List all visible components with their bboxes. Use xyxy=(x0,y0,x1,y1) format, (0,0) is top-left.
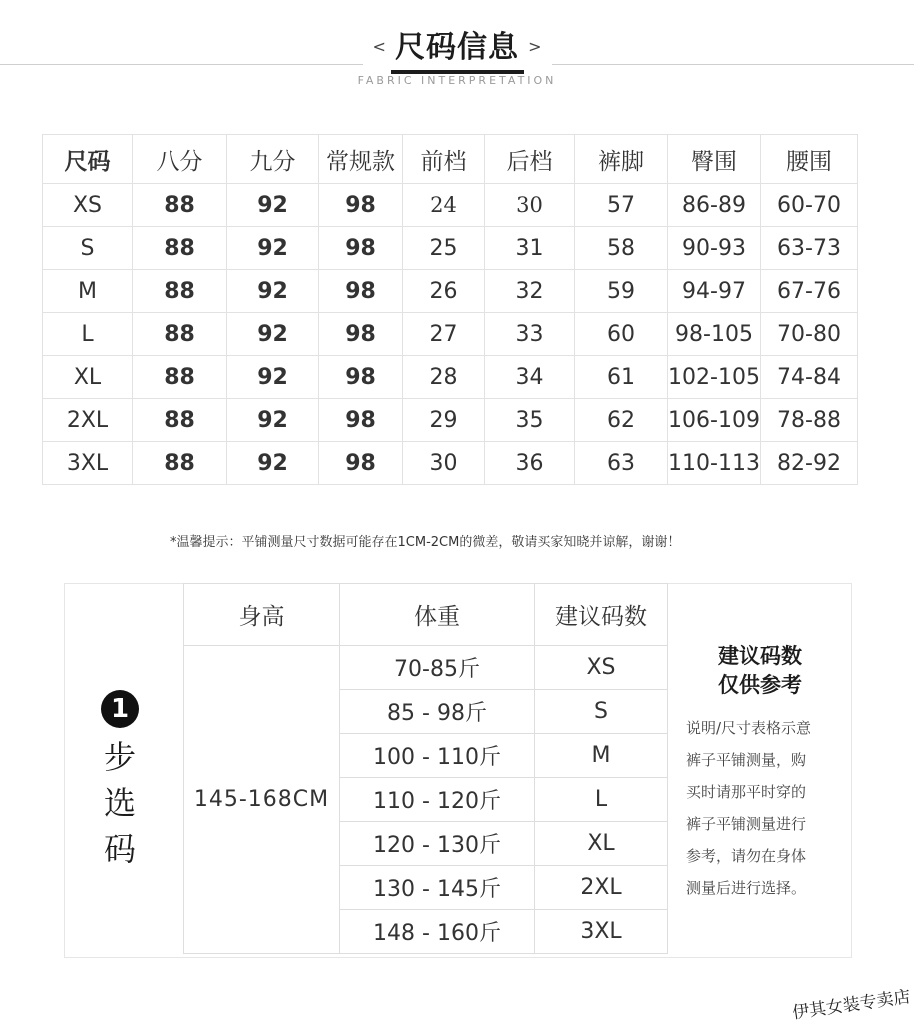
size-cell: 2XL xyxy=(535,866,668,910)
advice-line: 测量后进行选择。 xyxy=(686,879,807,897)
advice-line: 裤子平铺测量，购 xyxy=(686,751,807,769)
weight-cell: 110 - 120斤 xyxy=(340,778,535,822)
table-cell: 92 xyxy=(227,270,319,313)
table-cell: 98 xyxy=(319,442,403,485)
table-cell: 3XL xyxy=(43,442,133,485)
table-cell: 30 xyxy=(403,442,485,485)
size-cell: XS xyxy=(535,646,668,690)
size-cell: XL xyxy=(535,822,668,866)
table-cell: 94-97 xyxy=(668,270,761,313)
advice-title: 建议码数 xyxy=(718,644,802,668)
table-cell: 86-89 xyxy=(668,184,761,227)
measurement-note: *温馨提示：平铺测量尺寸数据可能存在1CM-2CM的微差，敬请买家知晓并谅解，谢谢！ xyxy=(170,535,681,550)
table-cell: 88 xyxy=(133,356,227,399)
table-cell: 67-76 xyxy=(761,270,858,313)
size-cell: M xyxy=(535,734,668,778)
table-cell: 92 xyxy=(227,184,319,227)
table-cell: 88 xyxy=(133,442,227,485)
size-cell: 3XL xyxy=(535,910,668,954)
column-header: 建议码数 xyxy=(535,584,668,646)
table-cell: 63-73 xyxy=(761,227,858,270)
table-cell: 2XL xyxy=(43,399,133,442)
table-cell: 82-92 xyxy=(761,442,858,485)
page-header xyxy=(0,22,914,66)
table-cell: 98 xyxy=(319,184,403,227)
table-cell: XL xyxy=(43,356,133,399)
advice-panel xyxy=(680,642,840,904)
table-cell: 88 xyxy=(133,270,227,313)
table-row xyxy=(43,356,858,399)
table-cell: 59 xyxy=(575,270,668,313)
table-cell: 25 xyxy=(403,227,485,270)
table-cell: 36 xyxy=(485,442,575,485)
table-row xyxy=(43,270,858,313)
table-cell: 92 xyxy=(227,356,319,399)
table-cell: 106-109 xyxy=(668,399,761,442)
size-cell: S xyxy=(535,690,668,734)
table-row xyxy=(43,227,858,270)
table-cell: 26 xyxy=(403,270,485,313)
table-cell: 98 xyxy=(319,399,403,442)
weight-cell: 85 - 98斤 xyxy=(340,690,535,734)
column-header: 尺码 xyxy=(43,135,133,184)
table-cell: 92 xyxy=(227,313,319,356)
table-cell: 60-70 xyxy=(761,184,858,227)
page-subtitle: FABRIC INTERPRETATION xyxy=(357,74,557,87)
table-cell: 74-84 xyxy=(761,356,858,399)
table-row xyxy=(43,442,858,485)
table-row xyxy=(43,184,858,227)
table-cell: 98-105 xyxy=(668,313,761,356)
weight-cell: 100 - 110斤 xyxy=(340,734,535,778)
column-header: 常规款 xyxy=(319,135,403,184)
table-cell: 98 xyxy=(319,227,403,270)
size-table xyxy=(42,134,858,485)
store-watermark: 伊其女装专卖店 xyxy=(791,987,912,1024)
advice-line: 说明/尺寸表格示意 xyxy=(686,719,812,737)
table-cell: M xyxy=(43,270,133,313)
table-cell: 90-93 xyxy=(668,227,761,270)
column-header: 九分 xyxy=(227,135,319,184)
weight-cell: 70-85斤 xyxy=(340,646,535,690)
weight-cell: 120 - 130斤 xyxy=(340,822,535,866)
table-cell: 32 xyxy=(485,270,575,313)
table-cell: 34 xyxy=(485,356,575,399)
table-row xyxy=(184,646,668,690)
table-row xyxy=(43,313,858,356)
table-cell: 88 xyxy=(133,227,227,270)
table-cell: 88 xyxy=(133,184,227,227)
table-cell: 98 xyxy=(319,270,403,313)
table-cell: 33 xyxy=(485,313,575,356)
table-cell: 60 xyxy=(575,313,668,356)
table-cell: XS xyxy=(43,184,133,227)
table-cell: 35 xyxy=(485,399,575,442)
table-cell: 61 xyxy=(575,356,668,399)
table-cell: 102-105 xyxy=(668,356,761,399)
size-guide-table xyxy=(183,583,668,954)
table-cell: 29 xyxy=(403,399,485,442)
guide-table-header xyxy=(184,584,668,646)
step-number-badge: 1 xyxy=(101,690,139,728)
advice-text xyxy=(680,712,840,904)
table-cell: 27 xyxy=(403,313,485,356)
column-header: 后档 xyxy=(485,135,575,184)
size-table-header xyxy=(43,135,858,184)
table-cell: 24 xyxy=(403,184,485,227)
table-cell: 63 xyxy=(575,442,668,485)
advice-line: 买时请那平时穿的 xyxy=(686,783,807,801)
column-header: 臀围 xyxy=(668,135,761,184)
table-cell: 92 xyxy=(227,442,319,485)
table-row xyxy=(43,399,858,442)
column-header: 体重 xyxy=(340,584,535,646)
table-cell: L xyxy=(43,313,133,356)
table-cell: 30 xyxy=(485,184,575,227)
step-label xyxy=(98,690,142,872)
weight-cell: 130 - 145斤 xyxy=(340,866,535,910)
table-cell: 98 xyxy=(319,313,403,356)
table-cell: 92 xyxy=(227,399,319,442)
table-cell: 70-80 xyxy=(761,313,858,356)
advice-line: 裤子平铺测量进行 xyxy=(686,815,807,833)
column-header: 八分 xyxy=(133,135,227,184)
column-header: 腰围 xyxy=(761,135,858,184)
table-cell: 58 xyxy=(575,227,668,270)
table-cell: 88 xyxy=(133,399,227,442)
advice-subtitle: 仅供参考 xyxy=(718,673,802,697)
step-char: 步 xyxy=(103,738,136,776)
table-cell: 57 xyxy=(575,184,668,227)
bracket-left: < xyxy=(372,37,386,56)
page-title: 尺码信息 xyxy=(395,30,519,65)
advice-line: 参考，请勿在身体 xyxy=(686,847,807,865)
step-char: 选 xyxy=(103,784,136,822)
table-cell: S xyxy=(43,227,133,270)
column-header: 前档 xyxy=(403,135,485,184)
table-cell: 28 xyxy=(403,356,485,399)
table-cell: 88 xyxy=(133,313,227,356)
column-header: 身高 xyxy=(184,584,340,646)
size-cell: L xyxy=(535,778,668,822)
column-header: 裤脚 xyxy=(575,135,668,184)
height-range-cell: 145-168CM xyxy=(184,646,340,954)
table-cell: 92 xyxy=(227,227,319,270)
bracket-right: > xyxy=(528,37,542,56)
table-cell: 98 xyxy=(319,356,403,399)
table-cell: 78-88 xyxy=(761,399,858,442)
weight-cell: 148 - 160斤 xyxy=(340,910,535,954)
table-cell: 110-113 xyxy=(668,442,761,485)
table-cell: 62 xyxy=(575,399,668,442)
step-char: 码 xyxy=(103,830,136,868)
table-cell: 31 xyxy=(485,227,575,270)
